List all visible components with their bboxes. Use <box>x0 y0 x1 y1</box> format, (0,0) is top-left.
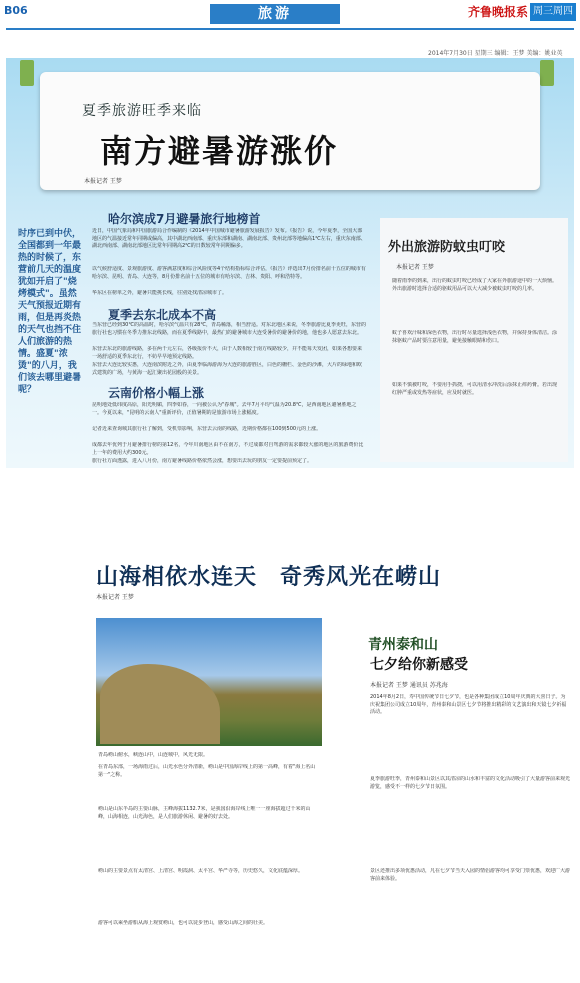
story-subhead-3: 云南价格小幅上涨 <box>108 386 205 400</box>
story-paragraph-3: 华东区在榜单之外，避暑只能挑长线，往别处找清凉城市了。 <box>92 290 228 296</box>
story-paragraph-1: 近日，中国气象局和中国旅游局合作编制的《2014年中国城市避暑旅游发展报告》发布。《报告》说，今年夏季，全国大部地区的气温接近常年同期或偏高，其中湖北西南部、重庆东部和湖南、湖南北部、贵州北部等地偏高1℃左右，重庆东南部、湖北西南部、湖南北部地区比常年同期高2℃的日数较常年同期偏多。 <box>92 228 366 249</box>
second-story-paragraph-3: 崂山的主要景点有太清宫、上清宫、明霞洞、太平宫、华严寺等，历史悠久，文化底蕴深厚。 <box>98 868 304 874</box>
right-article-byline: 本报记者 王梦 <box>396 264 434 271</box>
newspaper-logo: 齐鲁晚报系 <box>468 5 529 19</box>
story-paragraph-2: 以气候舒适度、景观旅游度、游客满意度和综合风险度等4个结构指标综合评估，《报告》评选出7月份排名前十五位的城市有哈尔滨、昆明、青岛、大连等，8月份排名前十五位的城市有哈尔滨、吉林、贵阳、呼和浩特等。 <box>92 266 366 280</box>
second-story-paragraph-1: 在青岛东部，一场海雨过后，山光水色分外清新，崂山是中国海岸线上的第一高峰，有着"海上名山第一"之称。 <box>98 764 316 778</box>
story-subhead-1: 哈尔滨成7月避暑旅行地榜首 <box>108 212 261 226</box>
story-paragraph-7: 昆明地处低纬度高原，阳光明媚，四季如春，一向被公认为"春城"。去年7月平均气温为20.8℃，是西南地区避暑胜地之一。今夏以来，"昆明的云南人"重新评价，正值暑期的是旅游市场上涨幅度。 <box>92 402 357 416</box>
banner-headline: 南方避暑游涨价 <box>100 132 339 170</box>
right-article-paragraph-2: 蚊子喜欢汗味和深色衣物，出行时尽量选择浅色衣物，并保持身体清洁。涂抹驱蚊产品时要注意用量，避免接触眼睛和伤口。 <box>392 330 558 344</box>
right-article-paragraph-3: 如果不慎被叮咬，不要用手抓挠，可以用清水冲洗后涂抹止痒药膏。若出现红肿严重或发热等症状，应及时就医。 <box>392 382 558 396</box>
green-article-byline: 本报记者 王梦 通讯员 苏兆海 <box>370 682 448 689</box>
story-paragraph-5: 东营去东北的旅游线路，多在两千元左右，各级报价不大，由于人数相较于南方线路较少，并不能每天发团，如果各想要来一场舒适的夏季东北行，不妨早早地预定线路。 <box>92 346 363 360</box>
story-paragraph-6: 东营去大连比较实惠，大连南滨附近之外，由夏季临海游海为大连的旅游胜区，白色的栅栏、金色的沙滩，大片的绿地和欧式建筑的广场，与黄海一起汇聚出花园般的美景。 <box>92 362 363 376</box>
dateline: 2014年7月30日 星期三 编辑：王梦 美编：姚业英 <box>428 50 563 57</box>
banner-kicker: 夏季旅游旺季来临 <box>82 103 202 119</box>
green-article-paragraph-3: 景区还推出多项优惠活动，凡在七夕节当天入园的情侣游客均可享受门票优惠，欢迎广大游客前来体验。 <box>370 868 570 882</box>
page-number: B06 <box>4 4 28 17</box>
right-article-title: 外出旅游防蚊虫叮咬 <box>388 240 506 255</box>
story-paragraph-10: 旅行社方面透露，进入八月份，南方避暑线路价格依然会涨，想要出去玩的朋友一定要提前预定了。 <box>92 458 313 464</box>
flag-right-icon <box>540 60 554 86</box>
right-article-paragraph-1: 随着雨季的到来，出行的蚊虫叮咬已经成了大家在外旅游途中的一大烦恼。外出旅游时选择合适的驱蚊用品可以大大减少被蚊虫叮咬的几率。 <box>392 278 558 292</box>
second-story-paragraph-4: 游客可以乘坐游船从海上观赏崂山，也可以徒步登山，感受山海之间的壮美。 <box>98 920 269 926</box>
newspaper-badge: 周三周四 <box>530 3 576 21</box>
story-paragraph-9: 成都去年优列于月避暑排行榜的第12名，今年川南地区由不在南方，不过成都对自驾游的需求都较大涨的地区的旅游费价比上一年的费用大约300元。 <box>92 442 364 456</box>
green-article-subtitle: 七夕给你新感受 <box>370 657 468 673</box>
story-subhead-2: 夏季去东北成本不高 <box>108 308 217 322</box>
story-paragraph-4: 当东营已经到30℃的高温时，哈尔滨气温只有28℃，青岛稀落，相当舒适。对东北地区来说，冬季旅游比夏季更旺，东营的旅行社也习惯在冬季力推东北线路，而在夏季线路中，最热门的避暑城市大连受暑价的避暑价的地，他也多人愿意去东北。 <box>92 322 366 336</box>
green-article-paragraph-2: 夏季旅游旺季，青州泰和山景区以其清凉的山水和丰富的文化活动吸引了大量游客前来观光游览，感受不一样的七夕节日氛围。 <box>370 776 570 790</box>
green-article-paragraph-1: 2014年8月2日，寿中国传统节日七夕节，也是各种集团成立10周年庆典的大喜日子。为庆祝集团公司成立10周年，青州泰和山景区七夕节将推出精彩的文艺演出和天镜七夕祈福活动。 <box>370 694 567 715</box>
second-story-byline: 本报记者 王梦 <box>96 594 134 601</box>
photo-caption: 青岛崂山俯水，峡连山中，山连城中，风光无限。 <box>98 752 209 758</box>
story-paragraph-8: 记者近来查询城其旅行社了解到，受机票影响，东营去云南的线路，近期价格都在100到500元的上涨。 <box>92 426 322 432</box>
flag-left-icon <box>20 60 34 86</box>
section-label: 旅游 <box>210 4 340 24</box>
second-story-headline: 山海相依水连天 奇秀风光在崂山 <box>96 565 442 590</box>
header-rule <box>6 28 574 30</box>
second-story-paragraph-2: 崂山是山东半岛的主要山脉，主峰海拔1132.7米，是我国沿海岸线上唯一一座海拔超过千米的山峰，山海相连，山光海色，是人们旅游休闲、避暑的好去处。 <box>98 806 311 820</box>
banner-byline: 本报记者 王梦 <box>84 178 122 185</box>
green-article-title: 青州泰和山 <box>368 637 438 653</box>
sidebar-quote: 时序已到中伏，全国都到一年最热的时候了，东营前几天的温度犹如开启了"烧烤模式"。虽然天气预报近期有雨，但是再炎热的天气也挡不住人们旅游的热情。盛夏"浓烫"的八月，我们该去哪里避暑呢？ <box>18 229 82 395</box>
